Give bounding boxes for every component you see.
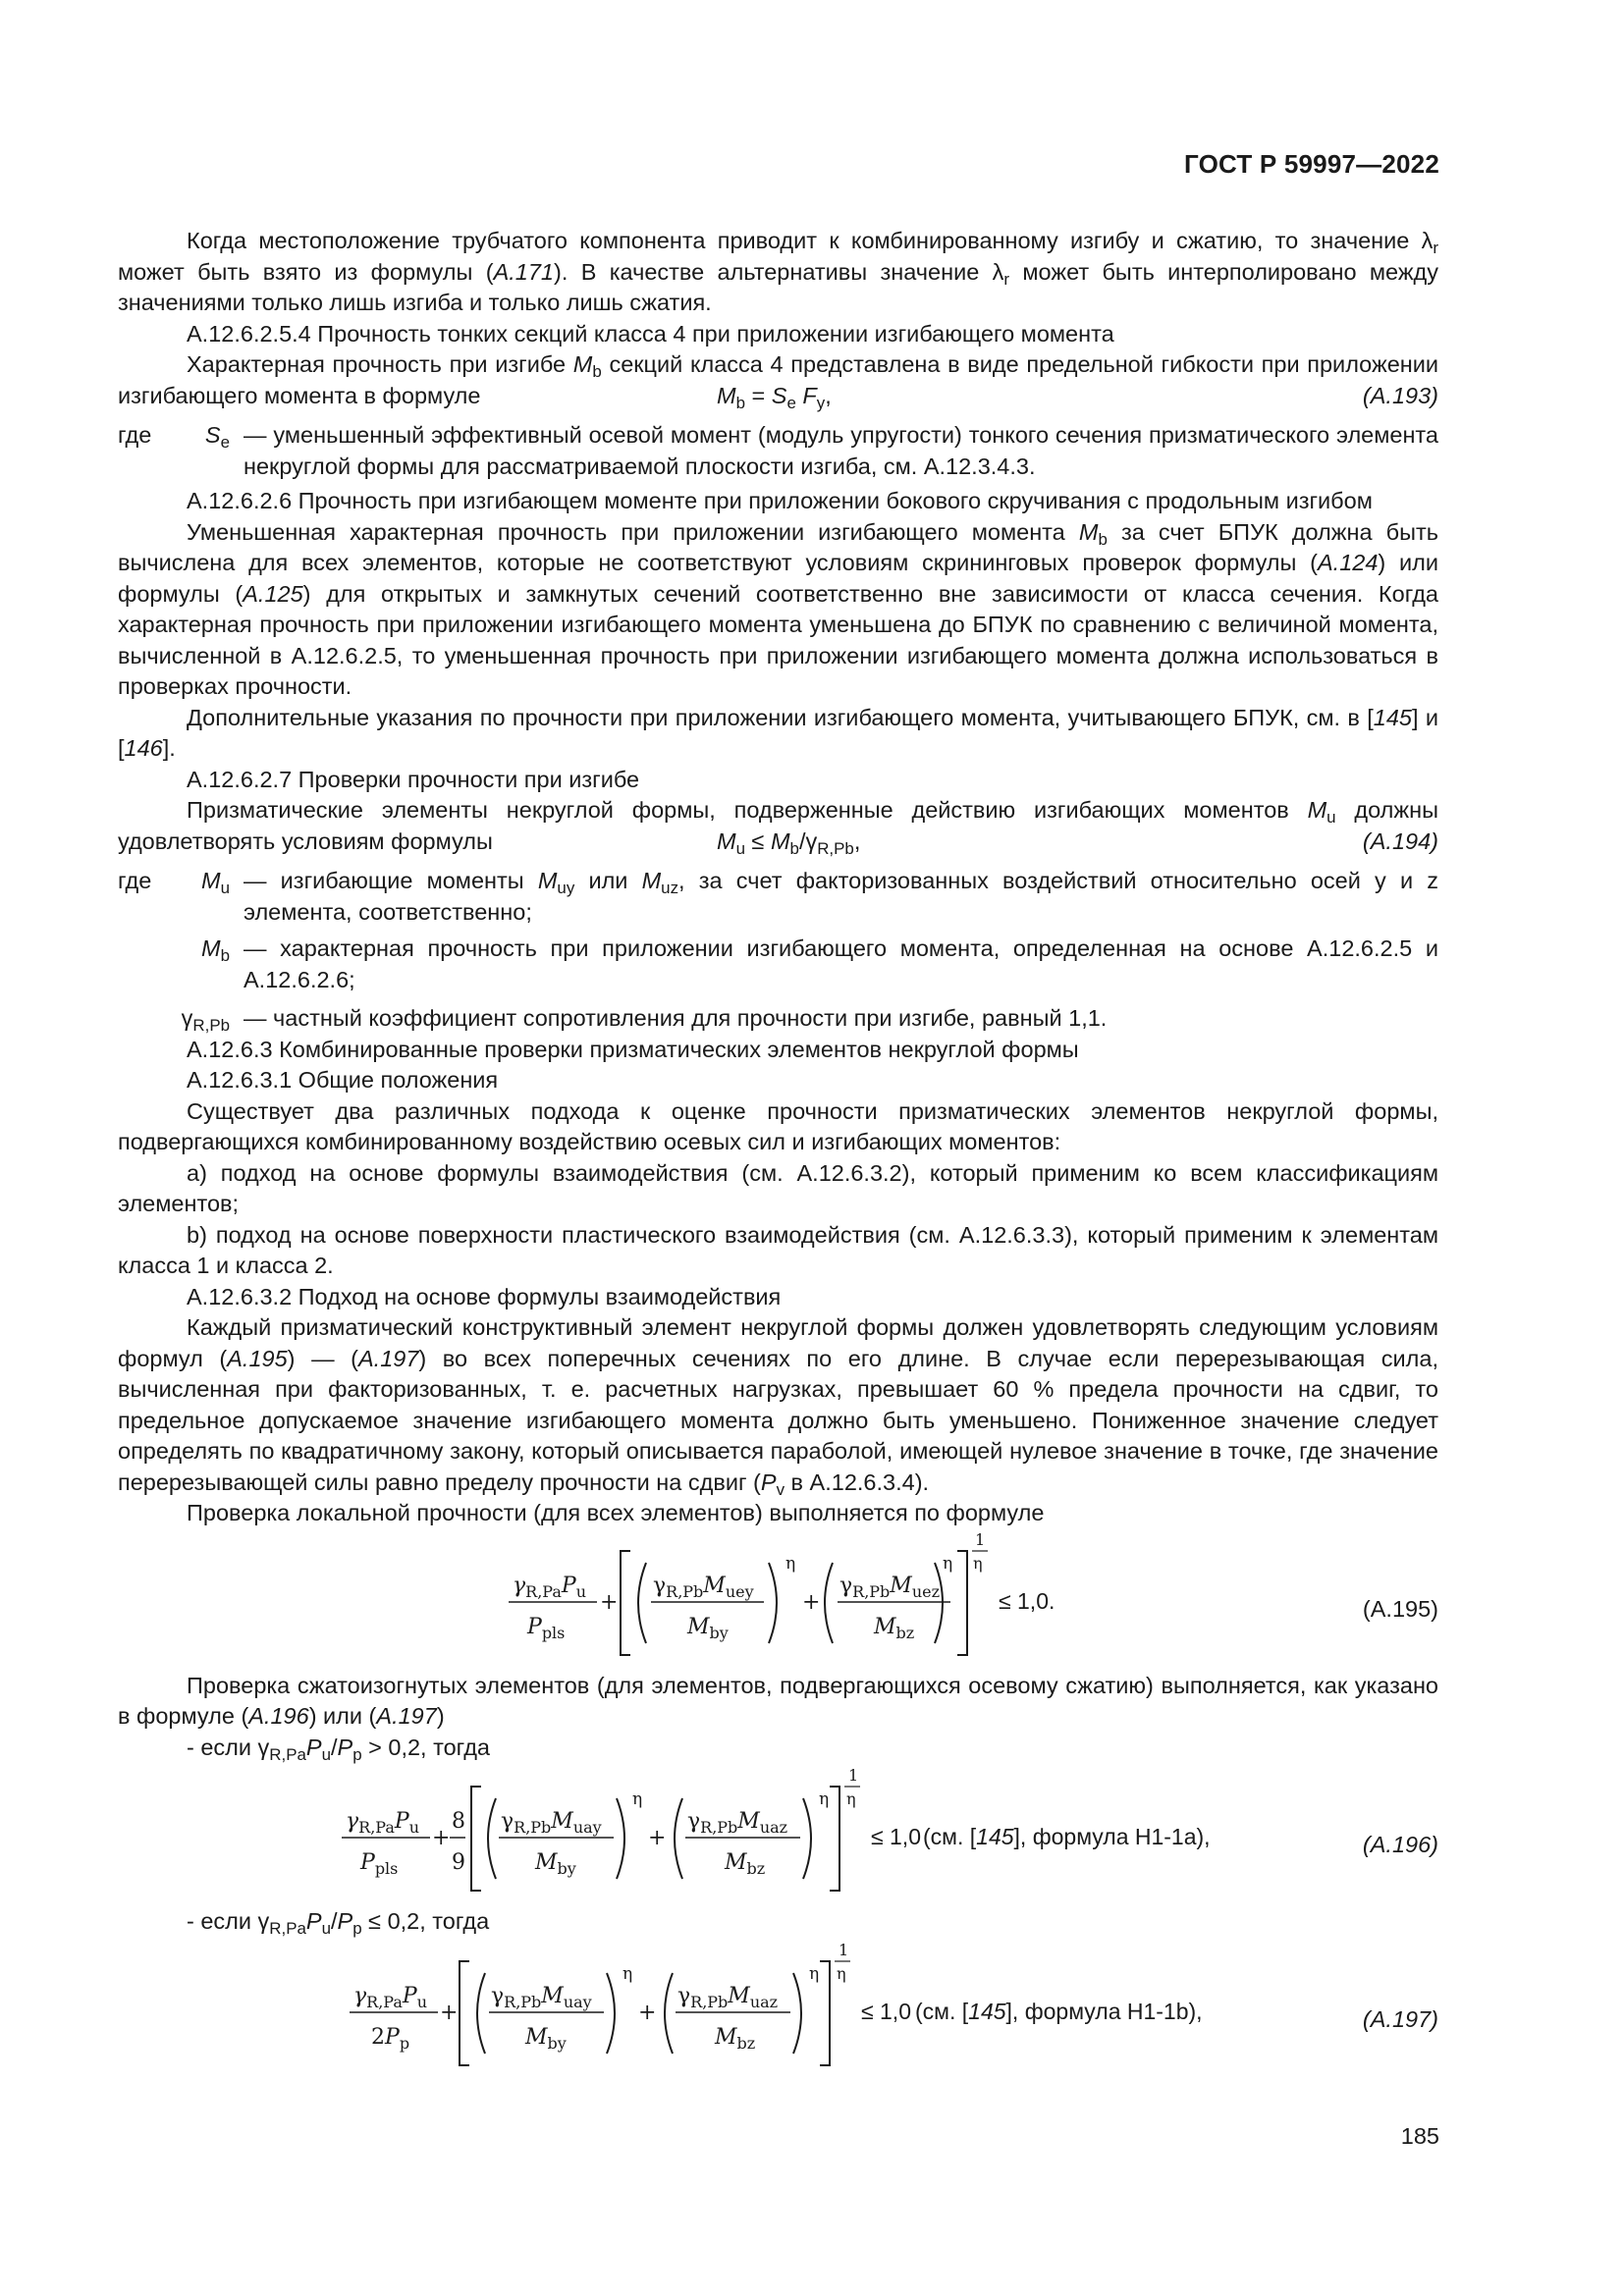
svg-text:η: η <box>623 1963 633 1984</box>
document-header: ГОСТ Р 59997—2022 <box>1184 149 1439 179</box>
formula-a197-expression <box>118 1938 1438 2077</box>
where-se: где $S_e$ — уменьшенный эффективный осевой момент (модуль упругости) тонкого сечения призматического элемента некруглой формы для рассматриваемой плоскости изгиба, см. А.12.3.4.3. <box>118 422 1438 479</box>
formula-a197-rhs: ≤ 1,0 <box>861 1998 911 2024</box>
svg-text:η: η <box>837 1963 846 1983</box>
formula-number: (A.197) <box>1362 2005 1438 2032</box>
formula-number: (A.196) <box>1362 1832 1438 1857</box>
formula-a196-rhs: ≤ 1,0 <box>871 1824 921 1849</box>
svg-text:η: η <box>973 1553 983 1573</box>
formula-a195 <box>118 1529 1438 1667</box>
svg-text:γR,PbMuez: $\gamma_{R,Pb}M_{uez}$ <box>839 1573 941 1601</box>
svg-text:+: + <box>648 1826 667 1850</box>
where-gamma: $\gamma_{R,Pb}$ — частный коэффициент сопротивления для прочности при изгибе, равный 1,1. <box>181 1005 1108 1036</box>
condition-2: - если $\gamma_{R,Pa}P_u/P_p \le 0,2$, тогда <box>187 1908 490 1939</box>
svg-text:+: + <box>638 2000 657 2025</box>
heading-a12-6-3-1: А.12.6.3.1 Общие положения <box>187 1067 499 1093</box>
svg-text:+: + <box>600 1589 619 1615</box>
paragraph-additional: Дополнительные указания по прочности при приложении изгибающего момента, учитывающего БПУК, см. в [145] и [146]. <box>118 704 1439 761</box>
paragraph-local-check: Проверка локальной прочности (для всех элементов) выполняется по формуле <box>187 1500 1045 1525</box>
page-number: 185 <box>1400 2123 1439 2149</box>
svg-text:η: η <box>943 1553 953 1574</box>
formula-a194-expression: $M_u \le M_b/\gamma_{R,Pb}$, <box>717 828 861 859</box>
svg-text:Mbz: $M_{bz}$ <box>725 1850 766 1878</box>
svg-text:η: η <box>809 1963 820 1984</box>
formula-a193-expression: $M_b = S_e$ $F_y$, <box>717 383 832 413</box>
paragraph-two-approaches: Существует два различных подхода к оценке прочности призматических элементов некруглой формы, подвергающихся комбинированному воздействию осевых сил и изгибающих моментов: <box>118 1097 1438 1154</box>
svg-text:Ppls: $P_{pls}$ <box>360 1850 399 1878</box>
svg-text:η: η <box>632 1789 643 1809</box>
where-mb: $M_b$ — характерная прочность при приложении изгибающего момента, определенная на основе А.12.6.2.5 и А.12.6.2.6; <box>201 935 1438 992</box>
formula-a195-expression <box>118 1529 1438 1667</box>
paragraph-interaction: Каждый призматический конструктивный элемент некруглой формы должен удовлетворять следующим условиям формул (A.195) — (A.197) во всех поперечных сечениях по его длине. В случае если перерезывающая сила, вычисленная при факторизованных, т. е. расчетных нагрузках, превышает 60 % предела прочности на сдвиг, то предельное допускаемое значение изгибающего момента должно быть уменьшено. Пониженное значение следует определять по квадратичному закону, который описывается параболой, имеющей нулевое значение в точке, где значение перерезывающей силы равно пределу прочности на сдвиг ($P_v$ в А.12.6.3.4). <box>118 1314 1438 1499</box>
svg-text:γR,PaPu: $\gamma_{R,Pa}P_u$ <box>346 1809 419 1837</box>
svg-text:Mby: $M_{by}$ <box>525 2024 567 2053</box>
heading-a12-6-2-6: А.12.6.2.6 Прочность при изгибающем моменте при приложении бокового скручивания с продольным изгибом <box>187 488 1373 513</box>
svg-text:2Pp: $2P_p$ <box>371 2024 410 2053</box>
svg-text:γR,PbMuay: $\gamma_{R,Pb}M_{uay}$ <box>501 1809 602 1837</box>
formula-a196-note: (см. [145], формула H1-1a), <box>923 1824 1211 1849</box>
condition-1: - если $\gamma_{R,Pa}P_u/P_p > 0,2$, тогда <box>187 1734 490 1764</box>
formula-a194 <box>118 827 1438 860</box>
formula-a196 <box>118 1763 1438 1902</box>
document-body <box>118 226 1438 2077</box>
formula-a197-note: (см. [145], формула H1-1b), <box>915 1998 1203 2024</box>
list-item-b: b) подход на основе поверхности пластического взаимодействия (см. А.12.6.3.3), который применим к элементам класса 1 и класса 2. <box>118 1221 1438 1278</box>
paragraph-compression: Проверка сжатоизогнутых элементов (для элементов, подвергающихся осевому сжатию) выполняется, как указано в формуле (A.196) или (A.197) <box>118 1672 1438 1729</box>
formula-number: (A.193) <box>1362 383 1438 408</box>
svg-text:γR,PbMuaz: $\gamma_{R,Pb}M_{uaz}$ <box>687 1809 788 1837</box>
svg-text:Ppls: $P_{pls}$ <box>527 1614 566 1642</box>
heading-a12-6-3: А.12.6.3 Комбинированные проверки призматических элементов некруглой формы <box>187 1036 1079 1062</box>
svg-text:Mby: $M_{by}$ <box>535 1850 576 1878</box>
paragraph-prismatic: Призматические элементы некруглой формы, подверженные действию изгибающих моментов $M_u$ должны удовлетворять условиям формулы <box>118 797 1438 854</box>
heading-a12-6-2-7: А.12.6.2.7 Проверки прочности при изгибе <box>187 766 640 792</box>
paragraph-reduced-strength: Уменьшенная характерная прочность при приложении изгибающего момента $M_b$ за счет БПУК должна быть вычислена для всех элементов, которые не соответствуют условиям скрининговых проверок формулы (A.124) или формулы (A.125) для открытых и замкнутых сечений соответственно вне зависимости от класса сечения. Когда характерная прочность при приложении изгибающего момента уменьшена до БПУК по сравнению с величиной момента, вычисленной в А.12.6.2.5, то уменьшенная прочность при приложении изгибающего момента должна использоваться в проверках прочности. <box>118 518 1438 699</box>
svg-text:γR,PbMuey: $\gamma_{R,Pb}M_{uey}$ <box>653 1573 754 1601</box>
formula-a197 <box>118 1938 1438 2077</box>
where-mu: где $M_u$ — изгибающие моменты $M_{uy}$ или $M_{uz}$, за счет факторизованных воздействий относительно осей y и z элемента, соответственно; <box>118 868 1439 925</box>
svg-text:γR,PbMuaz: $\gamma_{R,Pb}M_{uaz}$ <box>677 1983 779 2011</box>
heading-a12-6-3-2: А.12.6.3.2 Подход на основе формулы взаимодействия <box>187 1283 782 1309</box>
svg-text:γR,PaPu: $\gamma_{R,Pa}P_u$ <box>353 1983 427 2011</box>
formula-number: (A.194) <box>1362 828 1438 854</box>
svg-text:9: 9 <box>452 1850 465 1875</box>
svg-text:η: η <box>785 1553 796 1574</box>
svg-text:+: + <box>440 2000 459 2025</box>
paragraph-lambda: Когда местоположение трубчатого компонента приводит к комбинированному изгибу и сжатию, то значение $\lambda_r$ может быть взято из формулы (A.171). В качестве альтернативы значение $\lambda_r$ может быть интерполировано между значениями только лишь изгиба и только лишь сжатия. <box>118 228 1439 315</box>
svg-text:Mbz: $M_{bz}$ <box>715 2024 756 2053</box>
svg-text:1: 1 <box>839 1940 849 1959</box>
svg-text:+: + <box>802 1589 821 1615</box>
formula-a193 <box>118 381 1438 414</box>
formula-number: (A.195) <box>1362 1595 1438 1622</box>
svg-text:γR,PbMuay: $\gamma_{R,Pb}M_{uay}$ <box>491 1983 592 2011</box>
svg-text:Mbz: $M_{bz}$ <box>874 1614 915 1642</box>
paragraph-class4: Характерная прочность при изгибе $M_b$ секций класса 4 представлена в виде предельной гибкости при приложении изгибающего момента в формуле <box>118 351 1438 408</box>
svg-text:1: 1 <box>975 1529 986 1549</box>
svg-text:γR,PaPu: $\gamma_{R,Pa}P_u$ <box>513 1573 586 1601</box>
svg-text:8: 8 <box>452 1809 465 1834</box>
formula-a195-rhs: ≤ 1,0. <box>999 1587 1056 1614</box>
svg-text:η: η <box>819 1789 830 1809</box>
svg-text:η: η <box>846 1789 856 1808</box>
heading-a12-6-2-5-4: А.12.6.2.5.4 Прочность тонких секций класса 4 при приложении изгибающего момента <box>187 320 1114 347</box>
formula-a196-second-term <box>118 1763 1438 1902</box>
svg-text:1: 1 <box>848 1766 859 1785</box>
svg-text:Mby: $M_{by}$ <box>687 1614 729 1642</box>
list-item-a: a) подход на основе формулы взаимодействия (см. А.12.6.3.2), который применим ко всем классификациям элементов; <box>118 1159 1438 1216</box>
svg-text:+: + <box>432 1826 451 1850</box>
